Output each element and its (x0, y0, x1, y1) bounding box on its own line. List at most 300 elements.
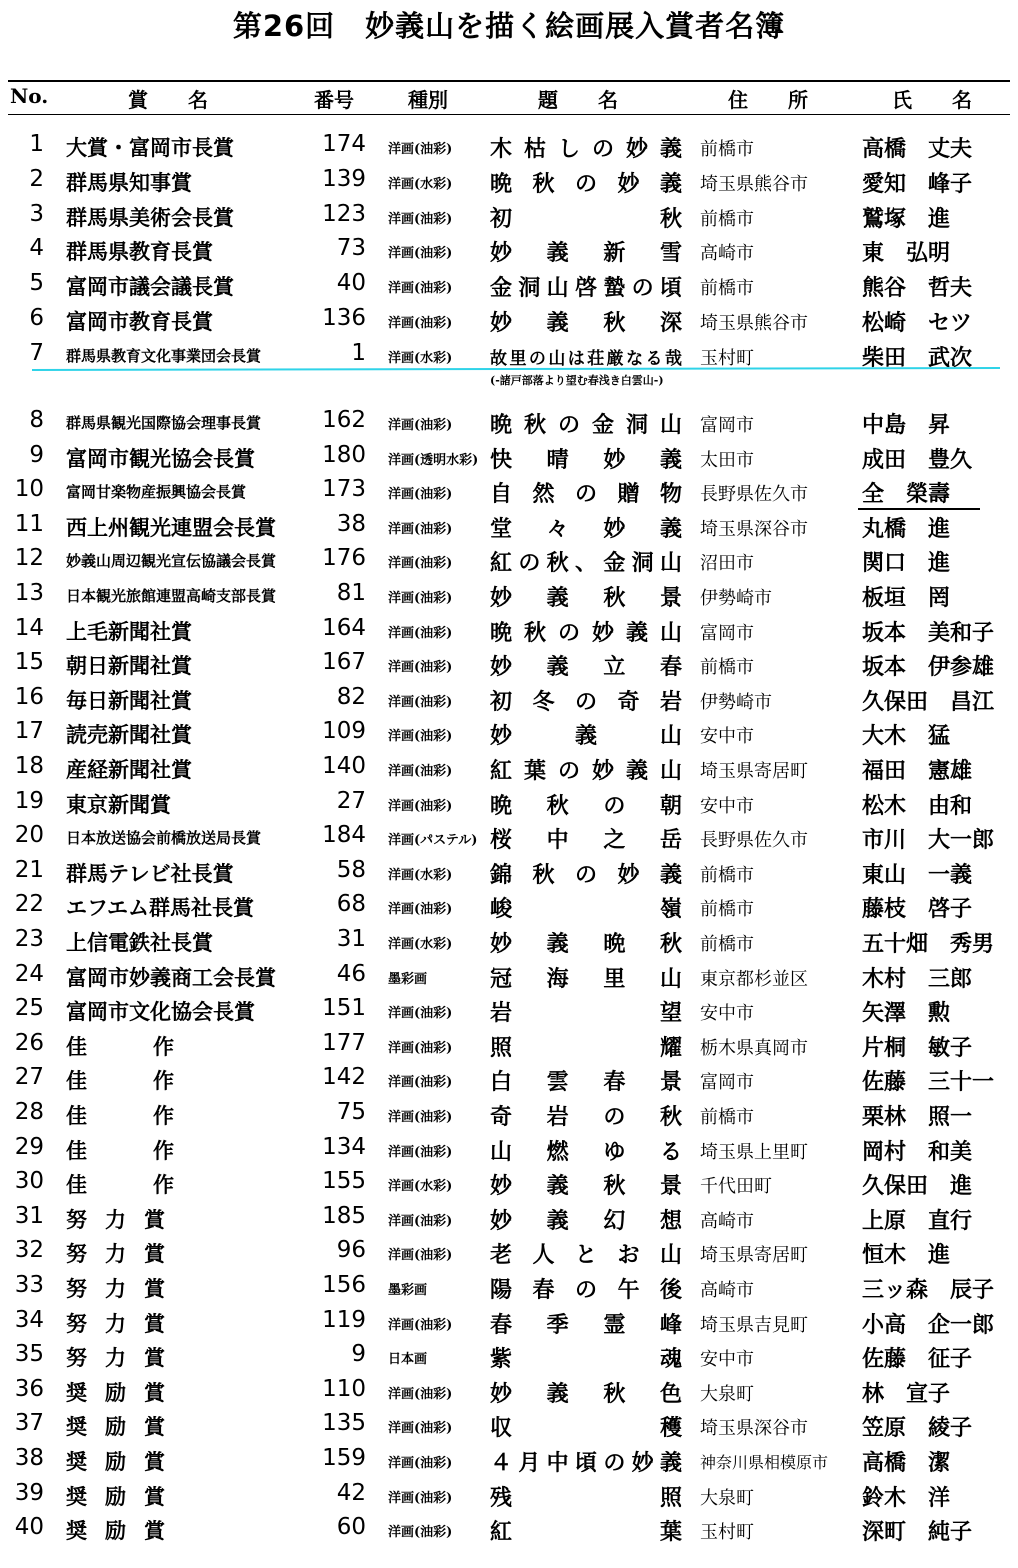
table-row (0, 960, 1018, 994)
row-kind: 洋画(油彩) (388, 1075, 453, 1091)
row-number: 81 (336, 580, 366, 606)
row-name: 東 弘明 (862, 240, 951, 267)
row-title: 妙義晩秋 (490, 931, 682, 957)
row-prize: 奨励賞 (66, 1449, 183, 1474)
row-title: 妙義幻想 (490, 1207, 682, 1234)
row-no: 16 (14, 683, 44, 710)
row-prize: 努力賞 (66, 1241, 183, 1267)
row-number: 68 (336, 891, 366, 918)
row-title: 照耀 (490, 1034, 682, 1061)
table-row (0, 1513, 1018, 1547)
row-no: 8 (29, 407, 44, 433)
row-number: 174 (322, 131, 366, 157)
row-title: 妙義秋深 (490, 310, 682, 336)
row-name: 林 宣子 (862, 1380, 951, 1407)
row-address: 沼田市 (700, 553, 754, 575)
table-row (0, 234, 1018, 268)
row-kind: 洋画(パステル) (388, 833, 478, 849)
row-no: 27 (14, 1064, 44, 1091)
row-no: 36 (14, 1375, 44, 1402)
row-no: 21 (14, 856, 44, 883)
table-row (0, 683, 1018, 717)
row-kind: 洋画(油彩) (388, 625, 453, 641)
row-kind: 洋画(水彩) (388, 937, 453, 952)
table-row (0, 544, 1018, 578)
row-title: 冠海里山 (490, 965, 682, 992)
row-address: 大泉町 (700, 1383, 754, 1405)
row-number: 110 (322, 1375, 366, 1402)
row-title: 初秋 (490, 205, 682, 232)
row-kind: 洋画(油彩) (388, 798, 453, 814)
row-no: 38 (14, 1445, 44, 1471)
row-address: 埼玉県深谷市 (700, 1418, 808, 1440)
row-name: 恒木 進 (862, 1242, 951, 1269)
table-row (0, 475, 1018, 509)
row-no: 28 (14, 1099, 44, 1125)
row-title: 桜中之岳 (490, 827, 682, 854)
row-title: 晩秋の妙義山 (490, 619, 682, 646)
row-title: 故里の山は荘厳なる哉 (490, 348, 682, 369)
row-kind: 洋画(油彩) (388, 142, 453, 157)
row-name: 佐藤 三十一 (862, 1069, 995, 1096)
row-address: 高崎市 (700, 1210, 754, 1232)
row-title: 紅葉の妙義山 (490, 758, 682, 784)
row-kind: 洋画(水彩) (388, 350, 453, 366)
row-number: 46 (336, 960, 366, 987)
row-title: 晩秋の妙義 (490, 170, 682, 197)
header-no: No. (10, 84, 49, 108)
header-number: 番号 (314, 88, 354, 112)
row-address: 前橋市 (700, 208, 754, 230)
row-prize: 群馬県観光国際協会理事長賞 (66, 414, 262, 432)
table-row (0, 787, 1018, 821)
row-kind: 洋画(油彩) (388, 1317, 453, 1333)
header-title: 題 名 (538, 88, 618, 112)
row-prize: 奨励賞 (66, 1483, 183, 1509)
row-no: 14 (14, 614, 44, 641)
row-kind: 洋画(油彩) (388, 521, 453, 537)
table-row (0, 130, 1018, 164)
row-name: 福田 憲雄 (862, 758, 973, 784)
row-number: 82 (336, 683, 366, 710)
row-number: 31 (336, 926, 366, 952)
row-address: 安中市 (700, 795, 754, 817)
row-kind: 洋画(油彩) (388, 591, 453, 606)
row-name: 鷲塚 進 (862, 205, 951, 232)
row-name: 栗林 照一 (862, 1104, 973, 1130)
row-no: 11 (14, 510, 44, 537)
row-kind: 洋画(油彩) (388, 556, 453, 572)
row-prize: 群馬県教育長賞 (66, 239, 213, 265)
row-no: 23 (14, 926, 44, 952)
row-number: 42 (336, 1479, 366, 1506)
row-kind: 洋画(油彩) (388, 418, 453, 433)
row-name: 上原 直行 (862, 1207, 973, 1234)
row-prize: 努力賞 (66, 1206, 183, 1232)
row-no: 33 (14, 1272, 44, 1298)
row-kind: 洋画(油彩) (388, 660, 453, 676)
row-address: 前橋市 (700, 934, 754, 955)
row-address: 太田市 (700, 449, 754, 471)
row-prize: 佳作 (66, 1103, 240, 1128)
row-no: 24 (14, 960, 44, 987)
row-number: 73 (336, 235, 366, 262)
row-kind: 洋画(油彩) (388, 1144, 453, 1160)
row-number: 140 (322, 753, 366, 779)
row-title: 金洞山啓蟄の頃 (490, 275, 682, 302)
row-no: 25 (14, 995, 44, 1022)
row-kind: 洋画(透明水彩) (388, 452, 478, 468)
row-prize: 富岡市観光協会長賞 (66, 445, 255, 471)
row-no: 17 (14, 718, 44, 745)
row-number: 75 (336, 1099, 366, 1125)
row-name: 片桐 敏子 (862, 1034, 973, 1061)
row-name: 久保田 昌江 (862, 688, 995, 715)
row-number: 38 (336, 510, 366, 537)
row-kind: 墨彩画 (388, 971, 428, 987)
row-number: 151 (322, 995, 366, 1022)
row-prize: 西上州観光連盟会長賞 (66, 514, 276, 540)
row-title: 晩秋の金洞山 (490, 412, 682, 438)
row-number: 159 (322, 1445, 366, 1471)
row-number: 167 (322, 649, 366, 676)
row-kind: 洋画(油彩) (388, 487, 453, 503)
row-number: 135 (322, 1410, 366, 1437)
row-title: 奇岩の秋 (490, 1104, 682, 1130)
row-prize: 読売新聞社賞 (66, 722, 192, 748)
table-row (0, 1375, 1018, 1409)
row7-subtitle-note: (-諸戸部落より望む春浅き白雲山-) (490, 374, 664, 387)
row-name: 愛知 峰子 (862, 170, 973, 197)
row-address: 安中市 (700, 726, 754, 748)
row-number: 58 (336, 856, 366, 883)
row-no: 39 (14, 1479, 44, 1506)
row-prize: 富岡市教育長賞 (66, 309, 213, 334)
row-kind: 日本画 (388, 1352, 428, 1368)
table-row (0, 1409, 1018, 1443)
row-address: 東京都杉並区 (700, 968, 808, 990)
row-number: 134 (322, 1133, 366, 1160)
row-number: 123 (322, 200, 366, 227)
row-no: 30 (14, 1168, 44, 1195)
row-name: 市川 大一郎 (862, 827, 995, 854)
row-number: 164 (322, 614, 366, 641)
row-number: 96 (336, 1237, 366, 1264)
row-no: 5 (29, 270, 44, 297)
table-row (0, 821, 1018, 855)
name-underline (858, 508, 980, 510)
table-row (0, 994, 1018, 1028)
table-row (0, 1479, 1018, 1513)
row-name: 高橋 丈夫 (862, 136, 973, 162)
row-title: 木枯しの妙義 (490, 136, 682, 162)
table-row (0, 304, 1018, 338)
row-name: 小高 企一郎 (862, 1311, 995, 1338)
row-address: 富岡市 (700, 415, 754, 436)
row-name: 深町 純子 (862, 1519, 973, 1546)
row-prize: 富岡市議会議長賞 (66, 274, 234, 300)
row-prize: 佳作 (66, 1172, 240, 1198)
row-kind: 洋画(水彩) (388, 867, 453, 883)
row-title: 自然の贈物 (490, 481, 682, 508)
table-row (0, 1133, 1018, 1167)
row-name: 高橋 潔 (862, 1450, 951, 1476)
row-name: 三ッ森 辰子 (862, 1277, 995, 1303)
row-title: 初冬の奇岩 (490, 688, 682, 715)
header-name: 氏 名 (892, 88, 972, 112)
row-kind: 洋画(油彩) (388, 281, 453, 297)
row-number: 177 (322, 1029, 366, 1056)
row-kind: 洋画(油彩) (388, 1213, 453, 1229)
row-kind: 洋画(油彩) (388, 246, 453, 262)
row-no: 1 (29, 131, 44, 157)
row-name: 坂本 美和子 (862, 619, 995, 646)
row-no: 20 (14, 822, 44, 849)
row-title: 収穫 (490, 1415, 682, 1442)
row-prize: 大賞・富岡市長賞 (66, 135, 234, 160)
row-address: 伊勢崎市 (700, 588, 772, 609)
row-no: 22 (14, 891, 44, 918)
row-no: 19 (14, 787, 44, 814)
row-title: 妙義山 (490, 723, 682, 750)
table-row (0, 752, 1018, 786)
row-name: 佐藤 征子 (862, 1346, 973, 1373)
row-kind: 洋画(油彩) (388, 1421, 453, 1437)
table-row (0, 1029, 1018, 1063)
row-name: 関口 進 (862, 550, 951, 577)
row-title: 老人とお山 (490, 1242, 682, 1269)
row-no: 2 (29, 165, 44, 192)
row-title: 妙義秋景 (490, 1173, 682, 1200)
row-title: 陽春の午後 (490, 1277, 682, 1303)
row-name: 熊谷 哲夫 (862, 275, 973, 302)
row-address: 富岡市 (700, 622, 754, 644)
row-address: 富岡市 (700, 1072, 754, 1094)
row-number: 27 (336, 787, 366, 814)
row-address: 前橋市 (700, 139, 754, 160)
row-name: 丸橋 進 (862, 515, 951, 542)
table-row (0, 717, 1018, 751)
row-title: 山燃ゆる (490, 1138, 682, 1165)
row-prize: 群馬県美術会長賞 (66, 204, 234, 230)
row-address: 神奈川県相模原市 (700, 1453, 829, 1472)
row-number: 176 (322, 545, 366, 572)
row-number: 185 (322, 1202, 366, 1229)
table-row (0, 165, 1018, 199)
header-prize: 賞 名 (128, 88, 208, 112)
row-title: 岩望 (490, 1000, 682, 1027)
row-address: 玉村町 (700, 347, 754, 369)
row-number: 136 (322, 305, 366, 331)
header-kind: 種別 (408, 88, 448, 112)
row-no: 34 (14, 1306, 44, 1333)
row-title: 妙義新雪 (490, 240, 682, 267)
row-number: 162 (322, 407, 366, 433)
row-address: 栃木県真岡市 (700, 1037, 808, 1059)
row-number: 119 (322, 1306, 366, 1333)
row-number: 40 (336, 270, 366, 297)
row-no: 18 (14, 753, 44, 779)
table-row (0, 1306, 1018, 1340)
row-number: 173 (322, 476, 366, 503)
row-kind: 洋画(油彩) (388, 1006, 453, 1022)
row-number: 180 (322, 441, 366, 468)
row-address: 埼玉県寄居町 (700, 1245, 808, 1267)
row-title: 妙義立春 (490, 654, 682, 681)
row-name: 木村 三郎 (862, 965, 973, 992)
row-kind: 洋画(油彩) (388, 1490, 453, 1506)
row-prize: 群馬テレビ社長賞 (66, 860, 234, 886)
row-no: 6 (29, 305, 44, 331)
row-address: 埼玉県寄居町 (700, 761, 808, 782)
row-prize: 日本放送協会前橋放送局長賞 (66, 829, 262, 848)
row-no: 7 (29, 339, 44, 366)
row-address: 埼玉県熊谷市 (700, 313, 808, 334)
row-name: 坂本 伊参雄 (862, 654, 995, 681)
row-name: 大木 猛 (862, 723, 951, 750)
row-prize: 産経新聞社賞 (66, 757, 192, 782)
row-kind: 洋画(油彩) (388, 211, 453, 227)
row-no: 9 (29, 441, 44, 468)
row-kind: 洋画(油彩) (388, 729, 453, 745)
row-prize: 奨励賞 (66, 1379, 183, 1405)
row-address: 高崎市 (700, 243, 754, 265)
table-row (0, 648, 1018, 682)
row-name: 東山 一義 (862, 861, 973, 888)
row-no: 3 (29, 200, 44, 227)
row-title: ４月中頃の妙義 (490, 1450, 682, 1476)
row-prize: 富岡市妙義商工会長賞 (66, 964, 276, 990)
row-prize: 奨励賞 (66, 1518, 183, 1544)
row-no: 15 (14, 649, 44, 676)
row-prize: 群馬県教育文化事業団会長賞 (66, 346, 262, 365)
row-address: 伊勢崎市 (700, 691, 772, 713)
row-address: 埼玉県吉見町 (700, 1314, 808, 1336)
row-name: 藤枝 啓子 (862, 896, 973, 923)
row-address: 前橋市 (700, 1107, 754, 1128)
row-kind: 洋画(油彩) (388, 1110, 453, 1125)
row-address: 前橋市 (700, 864, 754, 886)
row-kind: 洋画(水彩) (388, 176, 453, 192)
row-no: 12 (14, 545, 44, 572)
row-no: 29 (14, 1133, 44, 1160)
table-row (0, 856, 1018, 890)
row-number: 109 (322, 718, 366, 745)
table-row (0, 406, 1018, 440)
row-number: 155 (322, 1168, 366, 1195)
row-address: 安中市 (700, 1003, 754, 1025)
row-prize: 富岡市文化協会長賞 (66, 999, 255, 1025)
table-row (0, 1202, 1018, 1236)
row-number: 60 (336, 1514, 366, 1541)
row-prize: 佳作 (66, 1033, 240, 1059)
row-name: 松木 由和 (862, 792, 973, 819)
row-kind: 洋画(油彩) (388, 902, 453, 918)
page-title: 第26回 妙義山を描く絵画展入賞者名簿 (232, 9, 786, 43)
row-prize: 努力賞 (66, 1345, 183, 1371)
row-address: 前橋市 (700, 657, 754, 679)
row-number: 184 (322, 822, 366, 849)
row-kind: 洋画(油彩) (388, 764, 453, 779)
table-row (0, 579, 1018, 613)
row-title: 紅の秋、金洞山 (490, 550, 682, 577)
row-no: 40 (14, 1514, 44, 1541)
row-prize: 佳作 (66, 1068, 240, 1094)
row-kind: 洋画(油彩) (388, 1525, 453, 1541)
table-row (0, 200, 1018, 234)
row-title: 妙義秋景 (490, 585, 682, 611)
table-row (0, 890, 1018, 924)
table-row (0, 925, 1018, 959)
row-kind: 洋画(油彩) (388, 1248, 453, 1264)
row-address: 長野県佐久市 (700, 830, 808, 852)
row-prize: 努力賞 (66, 1310, 183, 1336)
row-name: 矢澤 勲 (862, 1000, 951, 1027)
row-address: 玉村町 (700, 1522, 754, 1544)
row-title: 錦秋の妙義 (490, 861, 682, 888)
table-row (0, 1444, 1018, 1478)
row-address: 前橋市 (700, 899, 754, 921)
row-name: 岡村 和美 (862, 1138, 973, 1165)
row-prize: 妙義山周辺観光宣伝協議会長賞 (66, 552, 277, 571)
row-name: 鈴木 洋 (862, 1484, 951, 1511)
row-number: 139 (322, 165, 366, 192)
row-no: 32 (14, 1237, 44, 1264)
row-prize: 上毛新聞社賞 (66, 618, 192, 644)
row-address: 千代田町 (700, 1176, 772, 1198)
row-title: 堂々妙義 (490, 515, 682, 542)
row-no: 37 (14, 1410, 44, 1437)
row-prize: 上信電鉄社長賞 (66, 930, 213, 955)
table-row (0, 1063, 1018, 1097)
row-no: 10 (14, 476, 44, 503)
table-row (0, 1167, 1018, 1201)
row-prize: 佳作 (66, 1137, 240, 1163)
row-title: 白雲春景 (490, 1069, 682, 1096)
row-name: 柴田 武次 (862, 344, 973, 371)
row-title: 快晴妙義 (490, 446, 682, 473)
row-address: 埼玉県熊谷市 (700, 173, 808, 195)
row-prize: 日本観光旅館連盟高崎支部長賞 (66, 587, 277, 605)
row-address: 大泉町 (700, 1487, 754, 1509)
table-row (0, 510, 1018, 544)
row-no: 4 (29, 235, 44, 262)
header-address: 住 所 (728, 88, 808, 112)
table-row (0, 441, 1018, 475)
row-name: 笠原 綾子 (862, 1415, 973, 1442)
row-kind: 洋画(油彩) (388, 316, 453, 331)
row-title: 妙義秋色 (490, 1380, 682, 1407)
row-prize: エフエム群馬社長賞 (66, 895, 254, 921)
table-row (0, 1236, 1018, 1270)
row-no: 13 (14, 580, 44, 606)
row-title: 春季霊峰 (490, 1311, 682, 1338)
row-name: 板垣 罔 (862, 585, 951, 611)
row-name: 成田 豊久 (862, 446, 973, 473)
table-row (0, 1098, 1018, 1132)
row-kind: 洋画(油彩) (388, 1386, 453, 1402)
row-name: 久保田 進 (862, 1173, 973, 1200)
row-address: 安中市 (700, 1349, 754, 1371)
row-no: 31 (14, 1202, 44, 1229)
row-prize: 富岡甘楽物産振興協会長賞 (66, 483, 247, 502)
table-row (0, 1271, 1018, 1305)
row-prize: 毎日新聞社賞 (66, 687, 192, 713)
row-name: 松崎 セツ (862, 310, 973, 336)
table-row (0, 269, 1018, 303)
row-kind: 洋画(油彩) (388, 1456, 453, 1471)
row-kind: 洋画(油彩) (388, 694, 453, 710)
